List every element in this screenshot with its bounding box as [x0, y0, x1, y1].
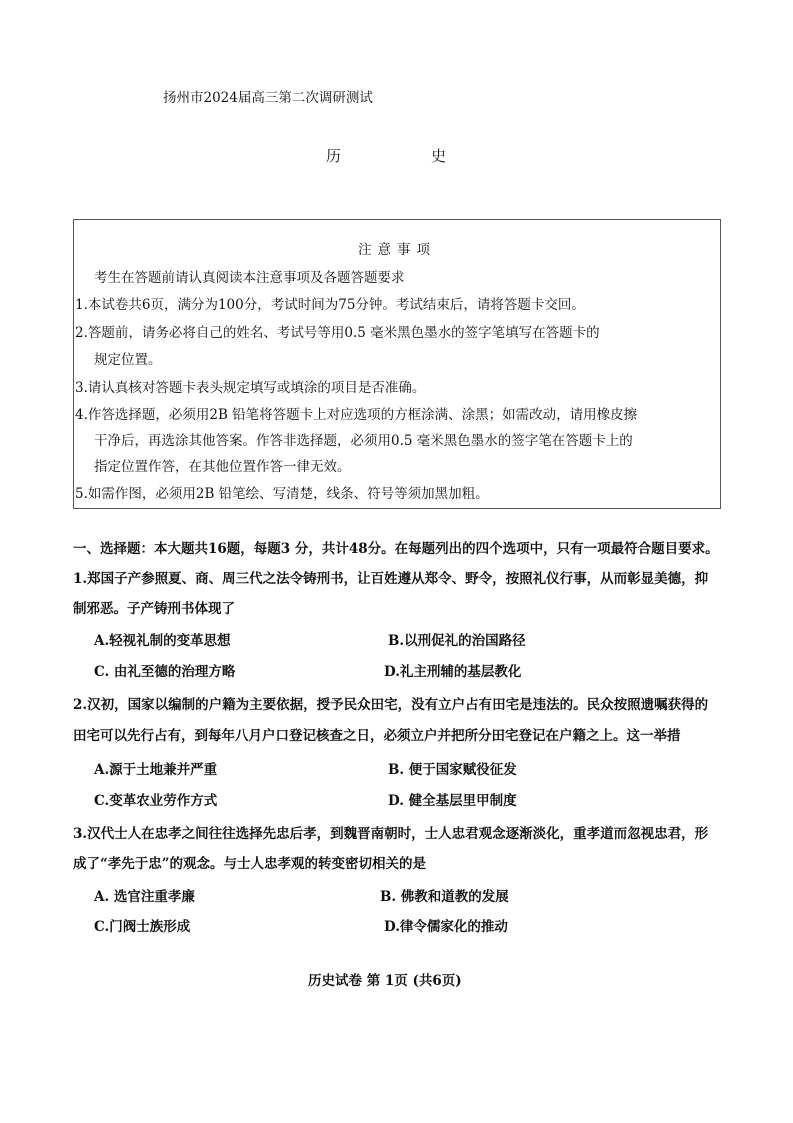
question-1-option-b[interactable]: B.以刑促礼的治国路径 — [388, 633, 526, 649]
notice-item-1: 1.本试卷共6页，满分为100分，考试时间为75分钟。考试结束后，请将答题卡交回。 — [75, 297, 585, 313]
notice-intro: 考生在答题前请认真阅读本注意事项及各题答题要求 — [94, 270, 405, 286]
notice-box — [73, 219, 721, 509]
question-2-option-b[interactable]: B. 便于国家赋役征发 — [388, 762, 517, 778]
question-1-line-1: 1.郑国子产参照夏、商、周三代之法令铸刑书，让百姓遵从郑令、野令，按照礼仪行事，从而彰显美德，抑 — [73, 571, 709, 587]
question-1-option-c[interactable]: C. 由礼至德的治理方略 — [94, 664, 236, 680]
exam-title: 扬州市2024届高三第二次调研测试 — [163, 90, 373, 106]
notice-item-2: 2.答题前，请务必将自己的姓名、考试号等用0.5 毫米黑色墨水的签字笔填写在答题卡的 — [75, 325, 600, 341]
section-heading: 一、选择题：本大题共16题，每题3 分，共计48分。在每题列出的四个选项中，只有一项最符合题目要求。 — [73, 541, 719, 557]
question-3-line-1: 3.汉代士人在忠孝之间往往选择先忠后孝，到魏晋南朝时，士人忠君观念逐渐淡化，重孝道而忽视忠君，形 — [73, 826, 709, 842]
notice-item-2-cont: 规定位置。 — [94, 352, 162, 368]
question-2-line-2: 田宅可以先行占有，到每年八月户口登记核查之日，必须立户并把所分田宅登记在户籍之上。这一举措 — [73, 728, 681, 744]
question-2-option-d[interactable]: D. 健全基层里甲制度 — [388, 793, 517, 809]
question-2-line-1: 2.汉初，国家以编制的户籍为主要依据，授予民众田宅，没有立户占有田宅是违法的。民众按照遗嘱获得的 — [73, 697, 709, 713]
page-footer: 历史试卷 第 1页 (共6页) — [308, 973, 462, 989]
notice-item-3: 3.请认真核对答题卡表头规定填写或填涂的项目是否准确。 — [75, 380, 426, 396]
question-1-line-2: 制邪恶。子产铸刑书体现了 — [73, 601, 235, 617]
question-3-option-b[interactable]: B. 佛教和道教的发展 — [380, 889, 509, 905]
question-3-option-a[interactable]: A. 选官注重孝廉 — [94, 889, 195, 905]
notice-item-4: 4.作答选择题，必须用2B 铅笔将答题卡上对应选项的方框涂满、涂黑；如需改动，请用橡皮擦 — [75, 407, 638, 423]
question-2-option-a[interactable]: A.源于土地兼并严重 — [94, 762, 218, 778]
subject-title-char-1: 历 — [326, 147, 342, 165]
question-1-option-a[interactable]: A.轻视礼制的变革思想 — [94, 633, 231, 649]
question-2-option-c[interactable]: C.变革农业劳作方式 — [94, 793, 218, 809]
question-3-option-d[interactable]: D.律令儒家化的推动 — [384, 919, 508, 935]
question-1-option-d[interactable]: D.礼主刑辅的基层教化 — [384, 664, 522, 680]
question-3-line-2: 成了“孝先于忠”的观念。与士人忠孝观的转变密切相关的是 — [73, 856, 427, 872]
notice-item-5: 5.如需作图，必须用2B 铅笔绘、写清楚，线条、符号等须加黑加粗。 — [75, 486, 489, 502]
question-3-option-c[interactable]: C.门阀士族形成 — [94, 919, 191, 935]
subject-title-char-2: 史 — [431, 147, 447, 165]
notice-item-4-cont-2: 指定位置作答，在其他位置作答一律无效。 — [94, 459, 351, 475]
notice-title: 注意事项 — [358, 242, 436, 258]
notice-item-4-cont-1: 干净后，再选涂其他答案。作答非选择题，必须用0.5 毫米黑色墨水的签字笔在答题卡上的 — [94, 433, 633, 449]
